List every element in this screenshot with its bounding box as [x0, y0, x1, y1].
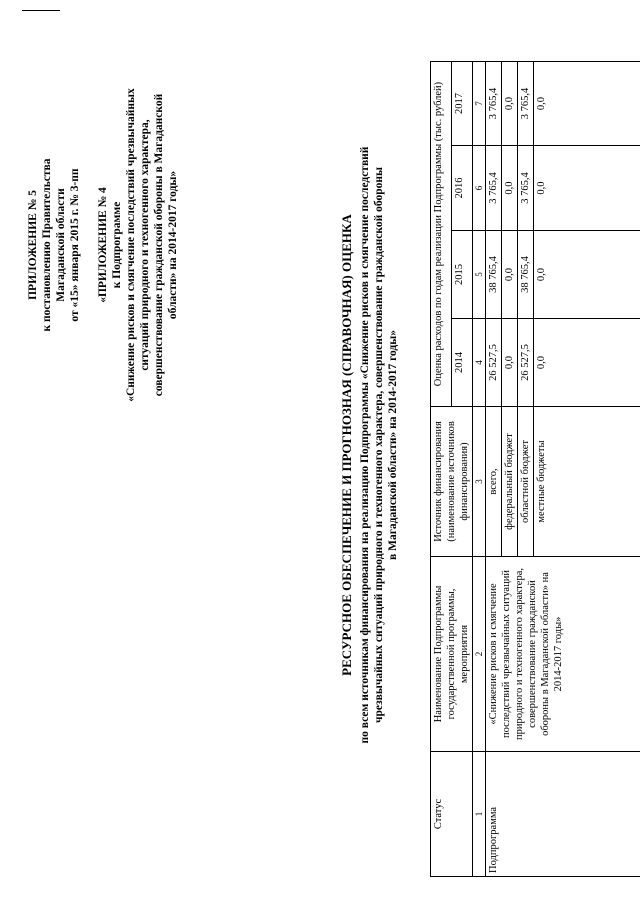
to-subprogram: к Подпрограмме	[111, 201, 123, 289]
value-local-2014: 0,0	[534, 319, 640, 407]
value-local-2015: 0,0	[534, 231, 640, 319]
source-local: местные бюджеты	[534, 407, 640, 557]
header-name: Наименование Подпрограммы государственной программы, мероприятия	[431, 557, 473, 752]
appendix-4: «ПРИЛОЖЕНИЕ № 4	[97, 187, 109, 303]
value-regional-2016: 3 765,4	[518, 146, 534, 231]
value-total-2016: 3 765,4	[486, 146, 502, 231]
year-2017: 2017	[452, 62, 473, 146]
value-local-2016: 0,0	[534, 146, 640, 231]
value-total-2015: 38 765,4	[486, 231, 502, 319]
appendix-title: ПРИЛОЖЕНИЕ № 5	[27, 190, 39, 300]
value-total-2014: 26 527,5	[486, 319, 502, 407]
appendix-header	[26, 75, 180, 415]
year-2015: 2015	[452, 231, 473, 319]
title-line-2: по всем источникам финансирования на реализацию Подпрограммы «Снижение рисков и смягчение последствий	[359, 146, 371, 744]
value-regional-2014: 26 527,5	[518, 319, 534, 407]
value-federal-2014: 0,0	[502, 319, 518, 407]
value-federal-2017: 0,0	[502, 62, 518, 146]
year-2016: 2016	[452, 146, 473, 231]
col-num-3: 3	[473, 407, 486, 557]
source-total: всего,	[486, 407, 502, 557]
header-status: Статус	[431, 752, 473, 877]
title-line-4: в Магаданской области» на 2014-2017 годы»	[387, 330, 399, 560]
resolution-date: от «15» января 2015 г. № 3-пп	[69, 168, 81, 322]
header-source: Источник финансирования (наименование источников финансирования)	[431, 407, 473, 557]
table-row	[486, 62, 502, 877]
value-regional-2017: 3 765,4	[518, 62, 534, 146]
col-num-6: 6	[473, 146, 486, 231]
top-rule	[22, 10, 60, 11]
value-total-2017: 3 765,4	[486, 62, 502, 146]
year-2014: 2014	[452, 319, 473, 407]
funding-table	[430, 61, 640, 877]
column-number-row	[473, 62, 486, 877]
col-num-2: 2	[473, 557, 486, 752]
to-resolution: к постановлению Правительства	[41, 158, 53, 332]
row-name: «Снижение рисков и смягчение последствий чрезвычайных ситуаций природного и техногенного характера, совершенствование гражданской обороны в Магаданской области» на 2014-2017 годы»	[486, 557, 640, 752]
source-regional: областной бюджет	[518, 407, 534, 557]
title-main: РЕСУРСНОЕ ОБЕСПЕЧЕНИЕ И ПРОГНОЗНАЯ (СПРАВОЧНАЯ) ОЦЕНКА	[339, 214, 354, 676]
value-federal-2016: 0,0	[502, 146, 518, 231]
document-title	[340, 35, 400, 855]
value-federal-2015: 0,0	[502, 231, 518, 319]
col-num-1: 1	[473, 752, 486, 877]
region: Магаданской области	[55, 188, 67, 302]
source-federal: федеральный бюджет	[502, 407, 518, 557]
header-estimate: Оценка расходов по годам реализации Подпрограммы (тыс. рублей)	[431, 62, 452, 407]
title-line-3: чрезвычайных ситуаций природного и техногенного характера, совершенствование гражданской обороны	[373, 167, 385, 723]
subprogram-name: «Снижение рисков и смягчение последствий чрезвычайных ситуаций природного и техногенного характера, совершенствование гражданской обороны в Магаданской области» на 2014-2017 годы»	[125, 88, 179, 402]
col-num-4: 4	[473, 319, 486, 407]
value-local-2017: 0,0	[534, 62, 640, 146]
rotated-page	[20, 15, 620, 885]
col-num-7: 7	[473, 62, 486, 146]
value-regional-2015: 38 765,4	[518, 231, 534, 319]
header-row	[431, 62, 452, 877]
row-status: Подпрограмма	[486, 752, 640, 877]
col-num-5: 5	[473, 231, 486, 319]
